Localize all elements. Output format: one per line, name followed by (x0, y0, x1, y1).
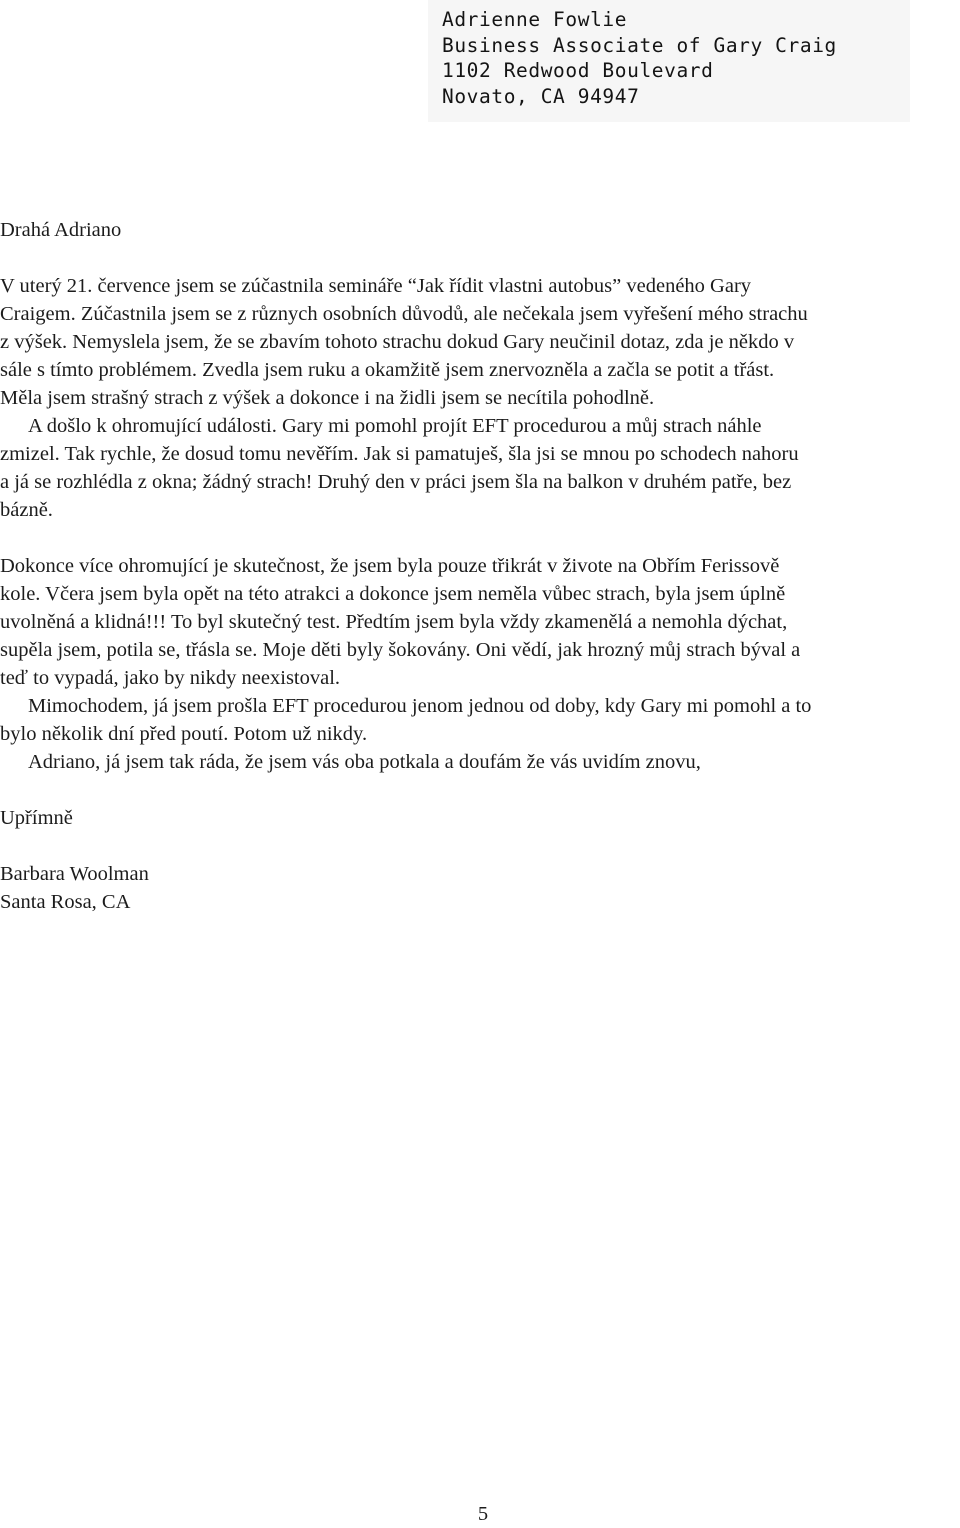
greeting: Drahá Adriano (0, 219, 122, 241)
paragraph-line: zmizel. Tak rychle, že dosud tomu nevěřím. Jak si pamatuješ, šla jsi se mnou po schodech nahoru (0, 443, 799, 465)
paragraph-line: z výšek. Nemyslela jsem, že se zbavím tohoto strachu dokud Gary neučinil dotaz, zda je někdo v (0, 331, 795, 353)
paragraph-line: uvolněná a klidná!!! To byl skutečný test. Předtím jsem byla vždy zkamenělá a nemohla dýchat, (0, 611, 788, 633)
paragraph-line: V uterý 21. července jsem se zúčastnila semináře “Jak řídit vlastni autobus” vedeného Gary (0, 275, 752, 297)
signature-name: Barbara Woolman (0, 863, 149, 885)
page-number: 5 (477, 1503, 489, 1525)
address-name: Adrienne Fowlie (442, 8, 628, 31)
paragraph-line: teď to vypadá, jako by nikdy neexistoval. (0, 667, 341, 689)
paragraph-line: kole. Včera jsem byla opět na této atrakci a dokonce jsem neměla vůbec strach, byla jsem úplně (0, 583, 786, 605)
paragraph-line: sále s tímto problémem. Zvedla jsem ruku a okamžitě jsem znervozněla a začla se potit a třást. (0, 359, 775, 381)
paragraph-line: Mimochodem, já jsem prošla EFT procedurou jenom jednou od doby, kdy Gary mi pomohl a to (28, 695, 812, 717)
signature-place: Santa Rosa, CA (0, 891, 131, 913)
paragraph-line: supěla jsem, potila se, třásla se. Moje děti byly šokovány. Oni vědí, jak hrozný můj strach býval a (0, 639, 801, 661)
paragraph-line: Měla jsem strašný strach z výšek a dokonce i na židli jsem se necítila pohodlně. (0, 387, 655, 409)
paragraph-line: Craigem. Zúčastnila jsem se z různych osobních důvodů, ale nečekala jsem vyřešení mého strachu (0, 303, 808, 325)
paragraph-line: bylo několik dní před poutí. Potom už nikdy. (0, 723, 368, 745)
address-title: Business Associate of Gary Craig (442, 34, 837, 57)
paragraph-line: Dokonce více ohromující je skutečnost, že jsem byla pouze třikrát v živote na Obřím Ferissově (0, 555, 780, 577)
paragraph-line: A došlo k ohromující události. Gary mi pomohl projít EFT procedurou a můj strach náhle (28, 415, 762, 437)
paragraph-line: bázně. (0, 499, 53, 521)
address-street: 1102 Redwood Boulevard (442, 59, 714, 82)
paragraph-line: Adriano, já jsem tak ráda, že jsem vás oba potkala a doufám že vás uvidím znovu, (28, 751, 701, 773)
address-city: Novato, CA 94947 (442, 85, 640, 108)
address-block (428, 0, 910, 122)
paragraph-line: a já se rozhlédla z okna; žádný strach! Druhý den v práci jsem šla na balkon v druhém patře, bez (0, 471, 792, 493)
closing: Upřímně (0, 807, 73, 829)
